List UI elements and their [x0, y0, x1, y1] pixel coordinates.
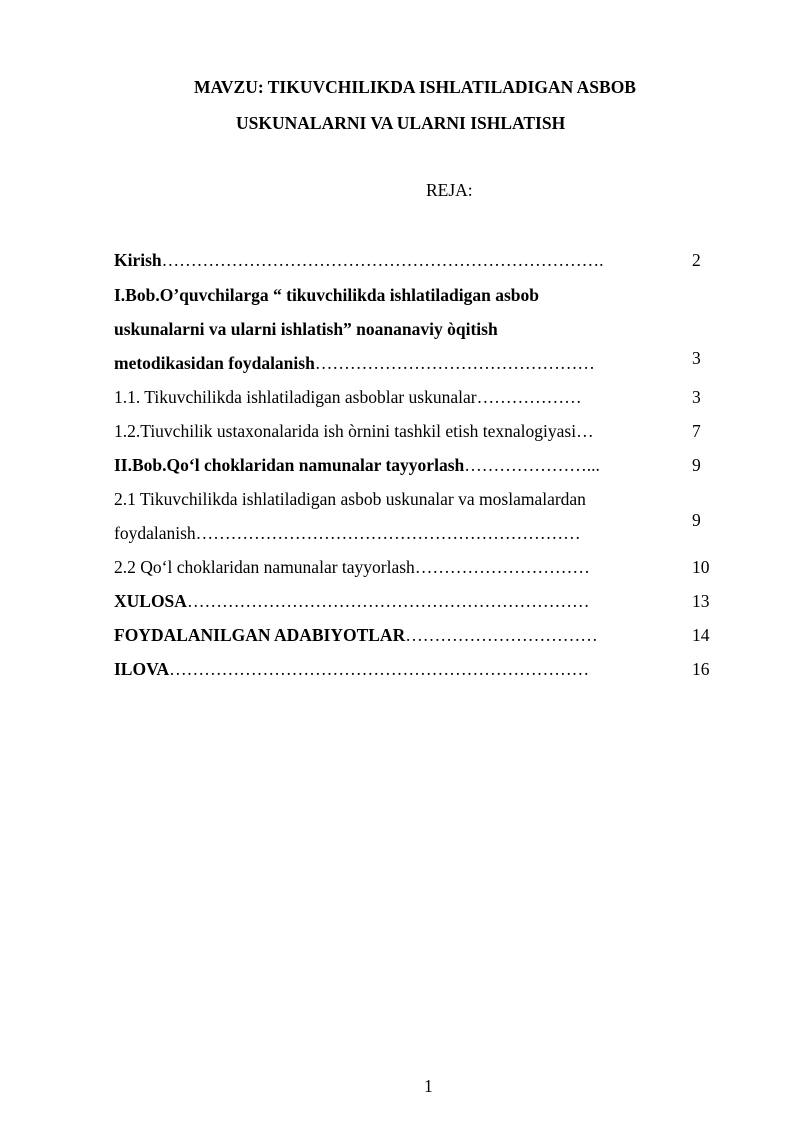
toc-label: metodikasidan foydalanish — [114, 353, 315, 373]
title-line-2: USKUNALARNI VA ULARNI ISHLATISH — [236, 113, 566, 133]
toc-entry-bob1-line3 — [114, 352, 595, 374]
toc-leader-dots: …………………………………………………………… — [186, 591, 590, 611]
toc-leader-dots: ………………………………………………………… — [195, 523, 581, 543]
toc-entry-2-1-line1: 2.1 Tikuvchilikda ishlatiladigan asbob uskunalar va moslamalardan — [114, 489, 586, 509]
toc-page-number: 13 — [692, 591, 710, 611]
toc-entry-bob1-line2: uskunalarni va ularni ishlatish” noananaviy òqitish — [114, 319, 498, 339]
toc-entry-bob1-line1: I.Bob.O’quvchilarga “ tikuvchilikda ishlatiladigan asbob — [114, 285, 539, 305]
toc-page-number: 3 — [692, 348, 701, 368]
toc-label: foydalanish — [114, 523, 196, 543]
toc-leader-dots: …………………………… — [405, 625, 598, 645]
toc-label: XULOSA — [114, 591, 187, 611]
toc-leader-dots: …………………... — [464, 455, 600, 475]
toc-label: 2.2 Qo‘l choklaridan namunalar tayyorlash — [114, 557, 415, 577]
toc-entry-ilova — [114, 658, 589, 680]
toc-label: 1.1. Tikuvchilikda ishlatiladigan asboblar uskunalar — [114, 387, 477, 407]
toc-page-number: 3 — [692, 387, 701, 407]
toc-entry-bob2 — [114, 454, 600, 476]
toc-page-number: 9 — [692, 510, 701, 530]
toc-page-number: 14 — [692, 625, 710, 645]
toc-page-number: 10 — [692, 557, 710, 577]
toc-label: II.Bob.Qo‘l choklaridan namunalar tayyorlash — [114, 455, 465, 475]
toc-entry-2-2 — [114, 556, 590, 578]
toc-leader-dots: …………………………………………………………………. — [161, 250, 604, 270]
plan-heading: REJA: — [426, 180, 473, 200]
toc-entry-xulosa — [114, 590, 589, 612]
toc-page-number: 2 — [692, 250, 701, 270]
toc-leader-dots: ………………………… — [414, 557, 590, 577]
toc-label: ILOVA — [114, 659, 170, 679]
toc-page-number: 9 — [692, 455, 701, 475]
toc-entry-1-2 — [114, 420, 594, 442]
title-line-1: MAVZU: TIKUVCHILIKDA ISHLATILADIGAN ASBOB — [194, 77, 636, 97]
toc-leader-dots: ………………………………………… — [314, 353, 595, 373]
toc-label: FOYDALANILGAN ADABIYOTLAR — [114, 625, 406, 645]
toc-entry-kirish — [114, 249, 604, 271]
toc-entry-2-1-line2 — [114, 522, 581, 544]
toc-page-number: 16 — [692, 659, 710, 679]
toc-label: 1.2.Tiuvchilik ustaxonalarida ish òrnini tashkil etish texnalogiyasi — [114, 421, 577, 441]
toc-page-number: 7 — [692, 421, 701, 441]
toc-label: Kirish — [114, 250, 162, 270]
toc-entry-adabiyotlar — [114, 624, 598, 646]
toc-leader-dots: … — [576, 421, 594, 441]
toc-leader-dots: ……………… — [476, 387, 582, 407]
toc-leader-dots: ……………………………………………………………… — [169, 659, 590, 679]
page-number-footer: 1 — [424, 1076, 433, 1096]
toc-entry-1-1 — [114, 386, 582, 408]
